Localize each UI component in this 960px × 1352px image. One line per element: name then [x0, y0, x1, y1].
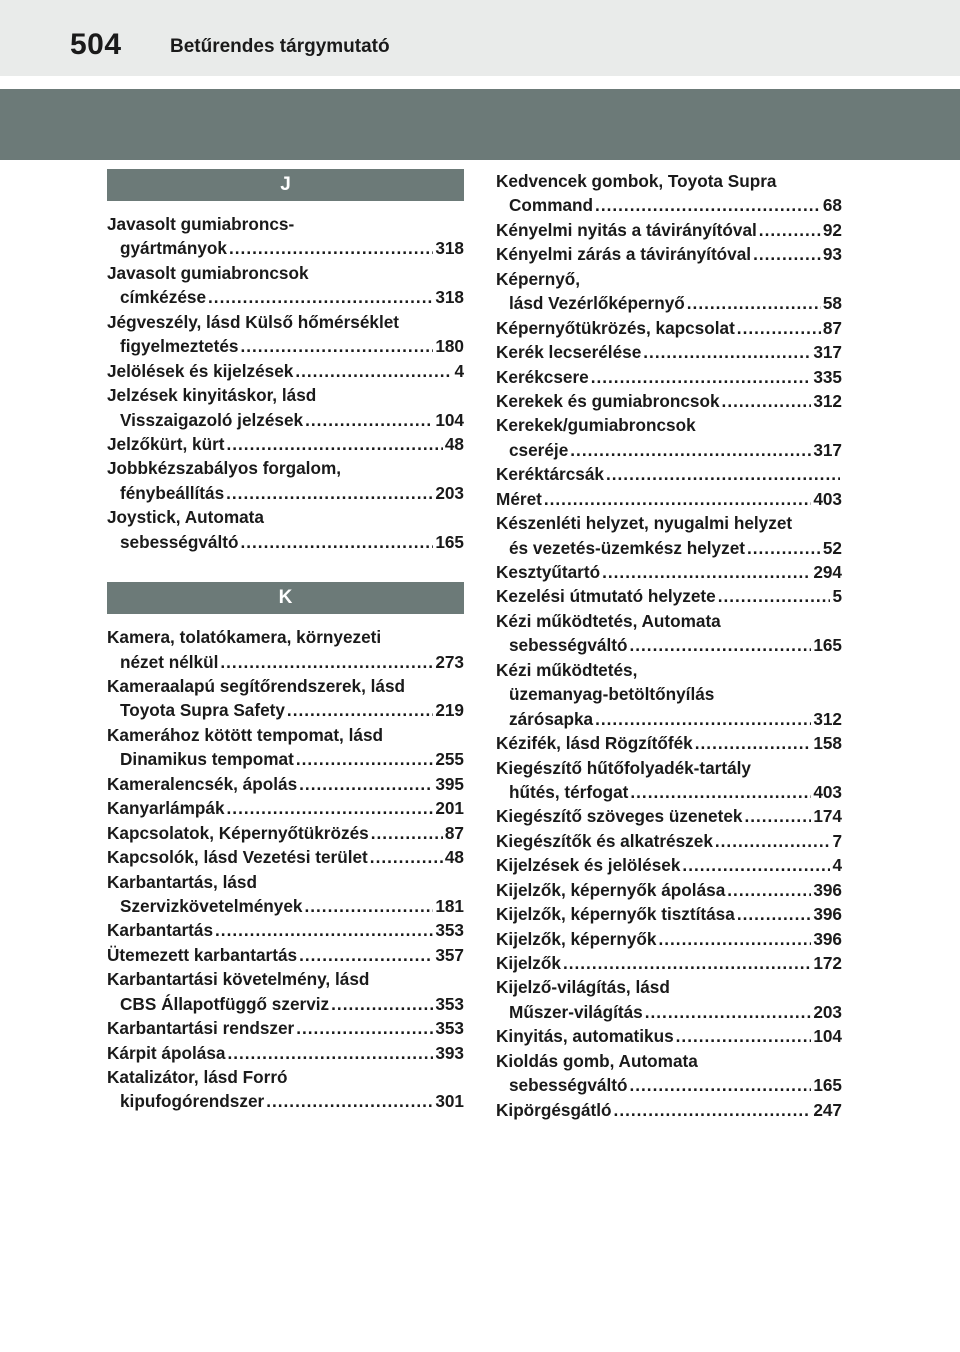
index-entry-term: Karbantartási rendszer — [107, 1018, 295, 1039]
index-entry-text: Jelzések kinyitáskor, lásd — [107, 385, 317, 406]
index-entry-leader-line — [107, 698, 464, 722]
index-entry-text: Jégveszély, lásd Külső hőmérséklet — [107, 311, 400, 332]
page-number: 504 — [70, 28, 122, 61]
index-entry-leader-line — [496, 951, 842, 975]
dot-leader — [370, 845, 443, 869]
index-entry-text: Kamera, tolatókamera, környezeti — [107, 627, 382, 648]
index-entry — [496, 609, 842, 658]
index-entry-text: Kioldás gomb, Automata — [496, 1050, 698, 1071]
index-entry-leader-line — [107, 359, 464, 383]
index-entry — [496, 365, 842, 389]
index-entry-leader-line — [496, 536, 842, 560]
index-entry-term: Kiegészítő szöveges üzenetek — [496, 806, 743, 827]
dot-leader — [747, 536, 821, 560]
page-title: Betűrendes tárgymutató — [170, 36, 390, 57]
index-entry-leader-line — [496, 1073, 842, 1097]
index-entry — [496, 829, 842, 853]
index-entry — [496, 756, 842, 805]
index-column-left — [107, 169, 464, 1114]
index-entry-term: Kijelzők, képernyők ápolása — [496, 879, 726, 900]
index-entry — [107, 918, 464, 942]
index-entry-term: Kerékcsere — [496, 366, 589, 387]
index-entry-page[interactable]: 273 — [435, 651, 464, 672]
dot-leader — [614, 1098, 812, 1122]
index-entry-text: Kedvencek gombok, Toyota Supra — [496, 171, 777, 191]
index-entry-leader-line — [107, 432, 464, 456]
dot-leader — [744, 804, 811, 828]
index-entry — [107, 772, 464, 796]
index-entry-leader-line — [496, 902, 842, 926]
index-entry — [107, 943, 464, 967]
index-entry-leader-line — [496, 853, 842, 877]
index-entry-leader-line — [107, 334, 464, 358]
index-entry-leader-line — [107, 772, 464, 796]
index-entry-term: Képernyőtükrözés, kapcsolat — [496, 317, 735, 338]
index-entry-leader-line — [107, 1016, 464, 1040]
index-entry-text: Kiegészítő hűtőfolyadék-tartály — [496, 757, 751, 778]
index-entry-leader-line — [496, 242, 842, 266]
index-entry-term: Karbantartás — [107, 920, 214, 941]
index-entry-text: Kerekek/gumiabroncsok — [496, 415, 696, 436]
index-entry-term: Kerék lecserélése — [496, 342, 642, 363]
index-entry-page[interactable]: 403 — [813, 488, 842, 509]
dot-leader — [544, 487, 811, 511]
index-entry — [107, 674, 464, 723]
index-entry-term: Kézifék, lásd Rögzítőfék — [496, 733, 693, 754]
dot-leader — [753, 242, 821, 266]
index-entry-leader-line — [107, 650, 464, 674]
index-entry-term: Kerekek és gumiabroncsok — [496, 390, 720, 411]
index-entry-text: Kijelző-világítás, lásd — [496, 977, 670, 998]
index-entry — [107, 625, 464, 674]
index-entry-page[interactable]: 294 — [813, 562, 842, 582]
index-entry — [496, 584, 842, 608]
dot-leader — [226, 481, 433, 505]
index-entry-page[interactable]: 104 — [813, 1026, 842, 1047]
index-entry-term: Kesztyűtartó — [496, 562, 601, 582]
index-entry-leader-line — [107, 236, 464, 260]
index-entry-leader-line — [107, 796, 464, 820]
index-entry-term: Dinamikus tempomat — [120, 749, 294, 770]
dot-leader — [718, 584, 831, 608]
index-entry-leader-line — [496, 1024, 842, 1048]
dot-leader — [226, 432, 442, 456]
index-entry-term: Kiegészítők és alkatrészek — [496, 830, 713, 851]
index-entry-page[interactable]: 353 — [435, 993, 464, 1014]
index-entry-term: Kameralencsék, ápolás — [107, 773, 298, 794]
index-entry — [107, 261, 464, 310]
index-entry — [496, 658, 842, 731]
index-entry — [496, 413, 842, 462]
index-entry-page[interactable]: 4 — [832, 855, 842, 876]
index-entry-term: Toyota Supra Safety — [120, 700, 285, 721]
dot-leader — [331, 992, 433, 1016]
index-entry-leader-line — [496, 707, 842, 731]
index-entry-leader-line — [107, 481, 464, 505]
dot-leader — [570, 438, 811, 462]
index-entry-leader-line — [107, 821, 464, 845]
index-entry-leader-line — [496, 291, 842, 315]
index-entry-term: zárósapka — [509, 708, 594, 729]
index-entry-term: Kijelzők, képernyők tisztítása — [496, 904, 735, 925]
index-entry — [107, 967, 464, 1016]
index-entry-leader-line — [496, 365, 842, 389]
index-entry-leader-line — [496, 804, 842, 828]
index-entry-leader-line — [107, 943, 464, 967]
dot-leader — [722, 389, 812, 413]
index-entry-leader-line — [107, 747, 464, 771]
index-entry-leader-line — [107, 530, 464, 554]
index-entry — [496, 560, 842, 584]
dot-leader — [240, 334, 433, 358]
index-entry-page[interactable]: 396 — [813, 904, 842, 925]
index-entry-term: sebességváltó — [120, 531, 239, 552]
dot-leader — [305, 408, 433, 432]
index-entry-text: Kézi működtetés, Automata — [496, 610, 721, 631]
index-entry — [496, 1049, 842, 1098]
dot-leader — [240, 530, 433, 554]
index-entry-page[interactable]: 255 — [435, 749, 464, 770]
index-entry-term: Visszaigazoló jelzések — [120, 409, 304, 430]
index-entry-term: cseréje — [509, 439, 569, 460]
index-entry-term: Kárpit ápolása — [107, 1042, 226, 1063]
index-entry — [496, 511, 842, 560]
index-entry-leader-line — [107, 285, 464, 309]
dot-leader — [676, 1024, 812, 1048]
index-entry-leader-line — [496, 633, 842, 657]
index-entry — [496, 267, 842, 316]
index-entry-leader-line — [496, 438, 842, 462]
index-entry — [107, 212, 464, 261]
index-entry — [496, 853, 842, 877]
index-entry-page[interactable]: 247 — [813, 1099, 842, 1120]
index-entry-page[interactable]: 219 — [435, 700, 464, 721]
index-entry-page[interactable]: 5 — [832, 586, 842, 607]
index-entry-leader-line — [496, 731, 842, 755]
index-entry-page[interactable]: 165 — [813, 1075, 842, 1096]
dot-leader — [629, 1073, 811, 1097]
index-entry — [496, 462, 842, 486]
index-entry-page[interactable]: 318 — [435, 287, 464, 308]
index-entry-term: címkézése — [120, 287, 207, 308]
index-entry-text: üzemanyag-betöltőnyílás — [509, 684, 715, 705]
index-entry-leader-line — [496, 878, 842, 902]
index-entry-page[interactable]: 301 — [435, 1091, 464, 1112]
index-entry-term: Jelzőkürt, kürt — [107, 433, 225, 454]
index-entry-leader-line — [107, 1041, 464, 1065]
index-entry-page[interactable]: 7 — [832, 830, 842, 851]
index-entry-leader-line — [496, 340, 842, 364]
index-entry — [496, 1024, 842, 1048]
index-entry-leader-line — [496, 1000, 842, 1024]
index-entry-term: Jelölések és kijelzések — [107, 360, 294, 381]
dot-leader — [645, 1000, 812, 1024]
dot-leader — [295, 359, 452, 383]
index-entry-leader-line — [496, 462, 842, 486]
dot-leader — [727, 878, 811, 902]
dot-leader — [602, 560, 811, 584]
index-entry-term: Kényelmi nyitás a távirányítóval — [496, 219, 757, 240]
index-entry — [107, 456, 464, 505]
index-entry — [107, 505, 464, 554]
dot-leader — [595, 707, 811, 731]
index-entry — [496, 927, 842, 951]
index-entry-text: Katalizátor, lásd Forró — [107, 1067, 288, 1087]
index-entry — [107, 359, 464, 383]
index-entry-term: Szervizkövetelmények — [120, 895, 303, 916]
index-entry-page[interactable]: 317 — [813, 342, 842, 363]
index-entry-page[interactable]: 353 — [435, 920, 464, 941]
index-entry-page[interactable]: 395 — [435, 773, 464, 794]
dot-leader — [737, 316, 821, 340]
index-entry-term: sebességváltó — [509, 1075, 628, 1096]
index-entry-leader-line — [496, 316, 842, 340]
index-entry-text: Javasolt gumiabroncs- — [107, 214, 295, 234]
index-entry-page[interactable]: 318 — [435, 238, 464, 259]
index-entry-text: Jobbkézszabályos forgalom, — [107, 458, 342, 479]
dot-leader — [215, 918, 433, 942]
index-entry — [107, 310, 464, 359]
index-entry-term: figyelmeztetés — [120, 336, 239, 357]
dot-leader — [296, 747, 433, 771]
index-entry-page[interactable]: 158 — [813, 733, 842, 754]
dot-leader — [208, 285, 433, 309]
index-entry — [107, 796, 464, 820]
index-entry — [107, 432, 464, 456]
index-entry-term: Méret — [496, 488, 542, 509]
index-entry-text: Karbantartás, lásd — [107, 871, 257, 892]
index-entry-text: Képernyő, — [496, 268, 581, 289]
index-entry-leader-line — [107, 894, 464, 918]
index-entry-term: Műszer-világítás — [509, 1001, 643, 1022]
dot-leader — [299, 943, 433, 967]
section-letter-heading: J — [107, 169, 464, 201]
index-entry-page[interactable]: 312 — [813, 708, 842, 729]
index-entry-text: Kézi működtetés, — [496, 659, 638, 680]
dot-leader — [759, 218, 821, 242]
index-entry — [107, 1041, 464, 1065]
index-entry — [496, 804, 842, 828]
dot-leader — [737, 902, 812, 926]
index-entry-leader-line — [496, 193, 842, 217]
header-bar — [0, 0, 960, 76]
index-entry-term: nézet nélkül — [120, 651, 219, 672]
index-entry — [107, 723, 464, 772]
index-entry-term: Kipörgésgátló — [496, 1099, 612, 1120]
index-entry-page[interactable]: 180 — [435, 336, 464, 357]
index-entry-page[interactable]: 4 — [454, 360, 464, 381]
index-entry-page[interactable]: 317 — [813, 439, 842, 460]
dot-leader — [371, 821, 443, 845]
index-entry-leader-line — [496, 584, 842, 608]
index-entry — [496, 316, 842, 340]
index-entry-page[interactable]: 52 — [822, 537, 842, 558]
index-entry — [496, 975, 842, 1024]
dot-leader — [563, 951, 811, 975]
index-column-right — [496, 169, 842, 1122]
index-entry-page[interactable]: 357 — [435, 944, 464, 965]
dot-leader — [695, 731, 812, 755]
index-entry-term: Kényelmi zárás a távirányítóval — [496, 244, 752, 265]
index-entry-leader-line — [496, 218, 842, 242]
index-entry-page[interactable]: 353 — [435, 1018, 464, 1039]
index-entry-page[interactable]: 181 — [435, 895, 464, 916]
index-entry-page[interactable]: 203 — [813, 1001, 842, 1022]
index-entry-term: Kapcsolók, lásd Vezetési terület — [107, 847, 368, 868]
index-entry-term: Kijelzők — [496, 953, 561, 973]
index-entry — [496, 340, 842, 364]
index-entry-leader-line — [496, 780, 842, 804]
dot-leader — [715, 829, 831, 853]
index-entry — [496, 1098, 842, 1122]
dot-leader — [591, 365, 812, 389]
index-entry-term: Kanyarlámpák — [107, 798, 225, 819]
index-entry-text: Kamerához kötött tempomat, lásd — [107, 724, 383, 745]
dot-leader — [629, 633, 811, 657]
index-entry — [496, 218, 842, 242]
index-entry-text: Javasolt gumiabroncsok — [107, 262, 309, 283]
dot-leader — [296, 1016, 433, 1040]
index-entry — [496, 242, 842, 266]
index-entry-page[interactable]: 93 — [822, 244, 842, 265]
index-entry-page[interactable]: 165 — [435, 531, 464, 552]
index-entry-page[interactable]: 48 — [444, 433, 464, 454]
index-entry-term: Kijelzők, képernyők — [496, 928, 657, 949]
index-entry-leader-line — [107, 918, 464, 942]
index-entry — [496, 169, 842, 218]
index-entry-text: Karbantartási követelmény, lásd — [107, 969, 370, 990]
dot-leader — [287, 698, 433, 722]
index-entry-page[interactable]: 68 — [822, 195, 842, 216]
dot-leader — [682, 853, 830, 877]
index-entry-term: Kijelzések és jelölések — [496, 855, 681, 876]
index-entry-term: hűtés, térfogat — [509, 781, 629, 802]
index-entry-term: Kezelési útmutató helyzete — [496, 586, 716, 607]
dot-leader — [304, 894, 433, 918]
index-entry-page[interactable]: 48 — [444, 847, 464, 868]
index-entry-leader-line — [496, 927, 842, 951]
index-entry-text: Joystick, Automata — [107, 507, 264, 528]
index-entry-leader-line — [107, 408, 464, 432]
index-entry-page[interactable]: 104 — [435, 409, 464, 430]
header-band — [0, 89, 960, 160]
index-entry — [107, 1065, 464, 1114]
index-entry-page[interactable]: 312 — [813, 390, 842, 411]
index-entry-leader-line — [107, 845, 464, 869]
index-entry-term: és vezetés-üzemkész helyzet — [509, 537, 745, 558]
section-gap — [107, 554, 464, 582]
index-entry-term: Command — [509, 195, 594, 216]
index-entry-leader-line — [496, 560, 842, 584]
dot-leader — [299, 772, 433, 796]
dot-leader — [630, 780, 811, 804]
index-entry-page[interactable]: 393 — [435, 1042, 464, 1063]
index-entry — [107, 821, 464, 845]
index-entry-term: CBS Állapotfüggő szerviz — [120, 993, 330, 1014]
index-entry-term: sebességváltó — [509, 635, 628, 656]
index-entry — [496, 487, 842, 511]
index-entry-page[interactable]: 87 — [444, 822, 464, 843]
dot-leader — [227, 796, 434, 820]
index-entry-leader-line — [496, 829, 842, 853]
index-entry-page[interactable]: 403 — [813, 781, 842, 802]
index-entry-page[interactable]: 396 — [813, 879, 842, 900]
heading-spacer — [107, 614, 464, 625]
section-letter-heading: K — [107, 582, 464, 614]
index-entry-leader-line — [107, 992, 464, 1016]
dot-leader — [595, 193, 821, 217]
index-entry-leader-line — [107, 1089, 464, 1113]
index-entry-term: Kapcsolatok, Képernyőtükrözés — [107, 822, 369, 843]
index-entry-term: kipufogórendszer — [120, 1091, 265, 1112]
index-entry-term: gyártmányok — [120, 238, 227, 259]
index-entry-leader-line — [496, 1098, 842, 1122]
dot-leader — [227, 1041, 433, 1065]
index-entry — [107, 870, 464, 919]
index-entry-page[interactable]: 58 — [822, 293, 842, 314]
dot-leader — [658, 927, 811, 951]
index-entry — [107, 1016, 464, 1040]
index-entry — [496, 389, 842, 413]
index-entry-text: Kameraalapú segítőrendszerek, lásd — [107, 676, 406, 696]
dot-leader — [266, 1089, 433, 1113]
dot-leader — [687, 291, 821, 315]
index-entry-page[interactable]: 165 — [813, 635, 842, 656]
index-entry-term: fénybeállítás — [120, 482, 225, 503]
dot-leader — [220, 650, 433, 674]
index-entry — [496, 902, 842, 926]
index-entry — [107, 383, 464, 432]
index-entry-leader-line — [496, 487, 842, 511]
index-entry-page[interactable]: 203 — [435, 482, 464, 503]
dot-leader — [606, 462, 840, 486]
index-entry-page[interactable]: 396 — [813, 928, 842, 949]
index-entry-leader-line — [496, 389, 842, 413]
index-entry-page[interactable]: 335 — [813, 366, 842, 387]
index-entry-term: Ütemezett karbantartás — [107, 944, 298, 965]
index-entry-text: Készenléti helyzet, nyugalmi helyzet — [496, 513, 793, 534]
index-entry — [496, 878, 842, 902]
index-entry — [107, 845, 464, 869]
index-entry-page[interactable]: 201 — [435, 798, 464, 819]
index-entry-page[interactable]: 172 — [813, 953, 842, 973]
index-entry — [496, 731, 842, 755]
heading-spacer — [107, 201, 464, 212]
index-entry — [496, 951, 842, 975]
index-entry-page[interactable]: 87 — [822, 317, 842, 338]
dot-leader — [643, 340, 811, 364]
index-entry-term: Kinyitás, automatikus — [496, 1026, 674, 1047]
index-entry-page[interactable]: 92 — [822, 219, 842, 240]
index-entry-term: Keréktárcsák — [496, 464, 604, 485]
index-entry-term: lásd Vezérlőképernyő — [509, 293, 685, 314]
dot-leader — [229, 236, 433, 260]
index-entry-page[interactable]: 174 — [813, 806, 842, 827]
